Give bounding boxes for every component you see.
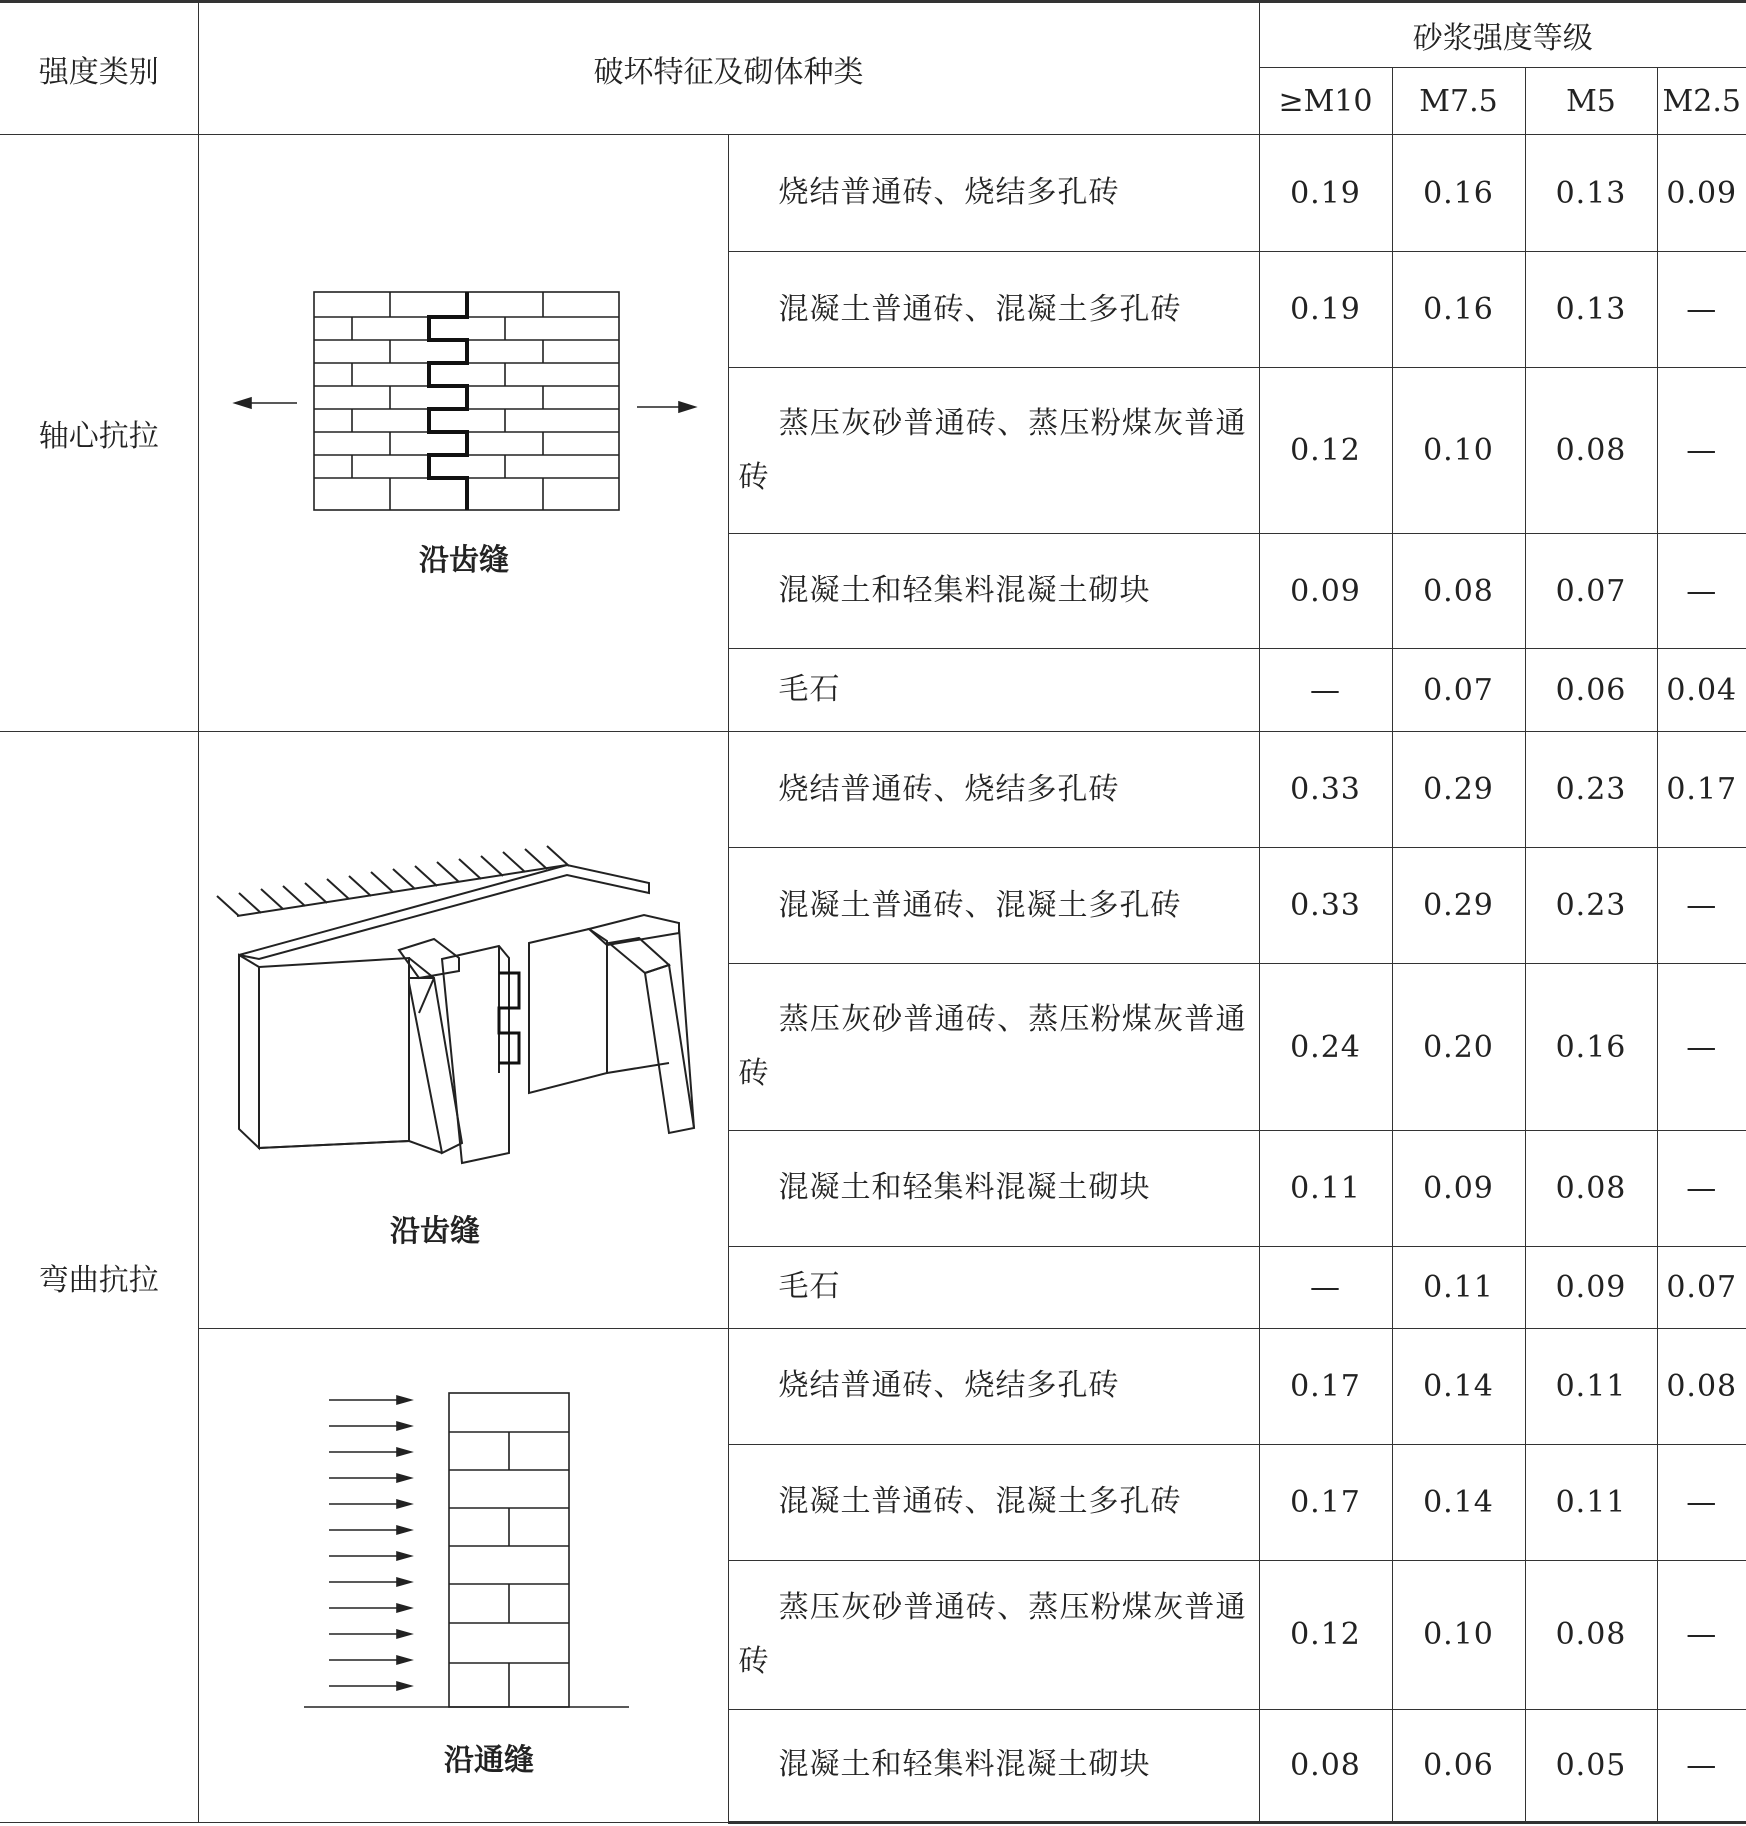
figure-flexural-through (198, 1328, 728, 1822)
material-cell: 毛石 (728, 1246, 1259, 1328)
figure-axial-tension (198, 135, 728, 732)
value-cell: 0.14 (1392, 1328, 1525, 1444)
figure-caption-flexural-toothed: 沿齿缝 (389, 1213, 480, 1249)
value-cell: 0.09 (1259, 534, 1392, 649)
value-cell: 0.23 (1525, 848, 1657, 964)
value-cell: 0.11 (1525, 1328, 1657, 1444)
value-cell: 0.11 (1392, 1246, 1525, 1328)
value-cell: 0.06 (1525, 649, 1657, 732)
category-flexural-tension: 弯曲抗拉 (0, 732, 198, 1823)
material-cell: 烧结普通砖、烧结多孔砖 (728, 135, 1259, 252)
value-cell: — (1657, 534, 1746, 649)
flexural-toothed-joint-diagram (199, 733, 729, 1328)
table-row (0, 1328, 1746, 1444)
value-cell: 0.33 (1259, 848, 1392, 964)
value-cell: 0.24 (1259, 964, 1392, 1130)
value-cell: — (1259, 1246, 1392, 1328)
figure-caption-flexural-through: 沿通缝 (443, 1743, 534, 1779)
value-cell: 0.09 (1657, 135, 1746, 252)
table-row (0, 732, 1746, 848)
category-axial-tension: 轴心抗拉 (0, 135, 198, 732)
material-cell: 毛石 (728, 649, 1259, 732)
material-cell: 烧结普通砖、烧结多孔砖 (728, 1328, 1259, 1444)
value-cell: 0.08 (1525, 1560, 1657, 1709)
value-cell: 0.16 (1392, 135, 1525, 252)
value-cell: 0.11 (1525, 1444, 1657, 1560)
table-row (0, 135, 1746, 252)
value-cell: 0.16 (1392, 252, 1525, 368)
material-cell: 混凝土和轻集料混凝土砌块 (728, 1130, 1259, 1246)
value-cell: 0.07 (1657, 1246, 1746, 1328)
value-cell: 0.29 (1392, 732, 1525, 848)
header-grade-m7-5: M7.5 (1392, 68, 1525, 135)
value-cell: 0.23 (1525, 732, 1657, 848)
brick-wall-zigzag-diagram (199, 135, 729, 731)
value-cell: 0.07 (1525, 534, 1657, 649)
header-mortar-grade: 砂浆强度等级 (1259, 2, 1746, 68)
value-cell: 0.08 (1392, 534, 1525, 649)
value-cell: 0.13 (1525, 135, 1657, 252)
figure-flexural-toothed (198, 732, 728, 1328)
value-cell: 0.04 (1657, 649, 1746, 732)
material-cell: 混凝土普通砖、混凝土多孔砖 (728, 252, 1259, 368)
value-cell: 0.33 (1259, 732, 1392, 848)
value-cell: — (1657, 1130, 1746, 1246)
value-cell: — (1259, 649, 1392, 732)
value-cell: — (1657, 368, 1746, 534)
material-cell: 混凝土普通砖、混凝土多孔砖 (728, 848, 1259, 964)
value-cell: 0.05 (1525, 1709, 1657, 1822)
value-cell: 0.20 (1392, 964, 1525, 1130)
value-cell: 0.08 (1525, 1130, 1657, 1246)
value-cell: — (1657, 964, 1746, 1130)
value-cell: 0.17 (1259, 1328, 1392, 1444)
value-cell: — (1657, 252, 1746, 368)
value-cell: — (1657, 1444, 1746, 1560)
material-cell: 蒸压灰砂普通砖、蒸压粉煤灰普通砖 (728, 964, 1259, 1130)
material-cell: 蒸压灰砂普通砖、蒸压粉煤灰普通砖 (728, 368, 1259, 534)
value-cell: 0.07 (1392, 649, 1525, 732)
header-grade-m10: ≥M10 (1259, 68, 1392, 135)
value-cell: 0.10 (1392, 368, 1525, 534)
value-cell: 0.13 (1525, 252, 1657, 368)
value-cell: 0.09 (1525, 1246, 1657, 1328)
header-feature: 破坏特征及砌体种类 (198, 2, 1259, 135)
material-cell: 混凝土普通砖、混凝土多孔砖 (728, 1444, 1259, 1560)
value-cell: 0.10 (1392, 1560, 1525, 1709)
value-cell: 0.08 (1525, 368, 1657, 534)
value-cell: 0.19 (1259, 252, 1392, 368)
value-cell: 0.08 (1259, 1709, 1392, 1822)
value-cell: 0.08 (1657, 1328, 1746, 1444)
value-cell: 0.06 (1392, 1709, 1525, 1822)
value-cell: — (1657, 1709, 1746, 1822)
value-cell: — (1657, 848, 1746, 964)
material-cell: 混凝土和轻集料混凝土砌块 (728, 1709, 1259, 1822)
header-grade-m2-5: M2.5 (1657, 68, 1746, 135)
value-cell: 0.09 (1392, 1130, 1525, 1246)
value-cell: 0.12 (1259, 1560, 1392, 1709)
material-cell: 烧结普通砖、烧结多孔砖 (728, 732, 1259, 848)
flexural-through-joint-diagram (199, 1330, 729, 1820)
value-cell: — (1657, 1560, 1746, 1709)
value-cell: 0.11 (1259, 1130, 1392, 1246)
value-cell: 0.17 (1259, 1444, 1392, 1560)
value-cell: 0.14 (1392, 1444, 1525, 1560)
value-cell: 0.29 (1392, 848, 1525, 964)
header-grade-m5: M5 (1525, 68, 1657, 135)
figure-caption-axial: 沿齿缝 (418, 543, 509, 579)
value-cell: 0.12 (1259, 368, 1392, 534)
header-category: 强度类别 (0, 2, 198, 135)
material-cell: 蒸压灰砂普通砖、蒸压粉煤灰普通砖 (728, 1560, 1259, 1709)
value-cell: 0.16 (1525, 964, 1657, 1130)
value-cell: 0.17 (1657, 732, 1746, 848)
material-cell: 混凝土和轻集料混凝土砌块 (728, 534, 1259, 649)
value-cell: 0.19 (1259, 135, 1392, 252)
